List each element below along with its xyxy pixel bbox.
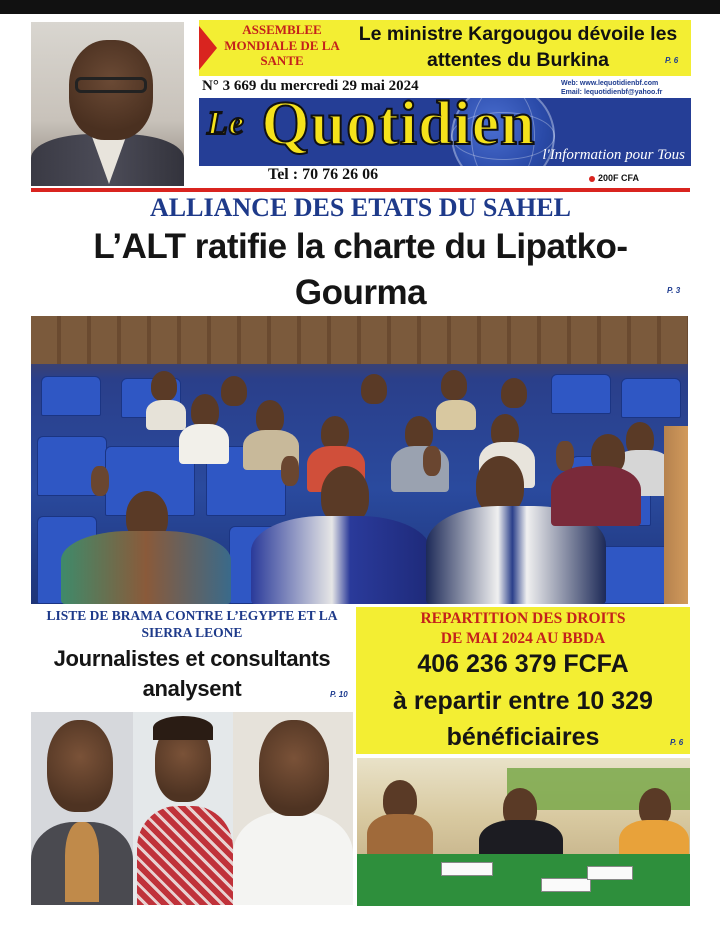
right-story-text: [356, 683, 690, 755]
right-kicker-line1: REPARTITION DES DROITS: [420, 610, 626, 627]
right-text-line1: à repartir entre 10 329: [393, 687, 653, 715]
right-story-page-ref: P. 6: [670, 738, 684, 747]
email-address: Email: lequotidienbf@yahoo.fr: [561, 89, 663, 96]
web-address: Web: www.lequotidienbf.com: [561, 80, 659, 87]
left-headline-line1: Journalistes et consultants: [53, 646, 331, 671]
bullet-icon: [589, 176, 595, 182]
title-main: Quotidien: [261, 98, 536, 158]
slogan: l'Information pour Tous: [542, 147, 685, 163]
title-le: Le: [207, 105, 245, 142]
header-portrait-photo: [31, 22, 184, 186]
price: [589, 173, 639, 183]
right-story-kicker: [356, 609, 690, 649]
teaser-kicker: ASSEMBLEE MONDIALE DE LA SANTE: [224, 22, 340, 68]
teaser-headline: Le ministre Kargougou dévoile les attentes du Burkina: [358, 23, 678, 71]
phone-number: Tel : 70 76 26 06: [268, 166, 379, 183]
right-text-line2: bénéficiaires: [446, 723, 600, 751]
price-value: 200F CFA: [598, 173, 640, 183]
issue-line: N° 3 669 du mercredi 29 mai 2024: [202, 78, 419, 94]
right-story-photo: [357, 758, 690, 906]
main-story-kicker: ALLIANCE DES ETATS DU SAHEL: [150, 193, 571, 222]
main-headline-line1: L’ALT ratifie la charte du Lipatko-Gourma: [93, 227, 628, 312]
left-story-headline[interactable]: [31, 644, 353, 704]
contacts: [561, 79, 662, 97]
left-story-page-ref: P. 10: [330, 690, 348, 699]
arrow-icon: [199, 26, 217, 70]
left-headline-line2: analysent: [142, 676, 242, 701]
header-teaser[interactable]: [199, 20, 691, 76]
main-story-photo: [31, 316, 688, 604]
right-story-amount[interactable]: 406 236 379 FCFA: [417, 650, 629, 678]
teaser-page-ref: P. 6: [665, 56, 679, 65]
top-bar: [0, 0, 720, 14]
main-story-page-ref: P. 3: [667, 286, 681, 295]
left-story-photo: [31, 712, 353, 905]
masthead: [199, 98, 691, 166]
right-kicker-line2: DE MAI 2024 AU BBDA: [440, 630, 606, 647]
left-story-kicker: LISTE DE BRAMA CONTRE L’EGYPTE ET LA SIERRA LEONE: [46, 608, 338, 640]
divider: [31, 188, 690, 192]
